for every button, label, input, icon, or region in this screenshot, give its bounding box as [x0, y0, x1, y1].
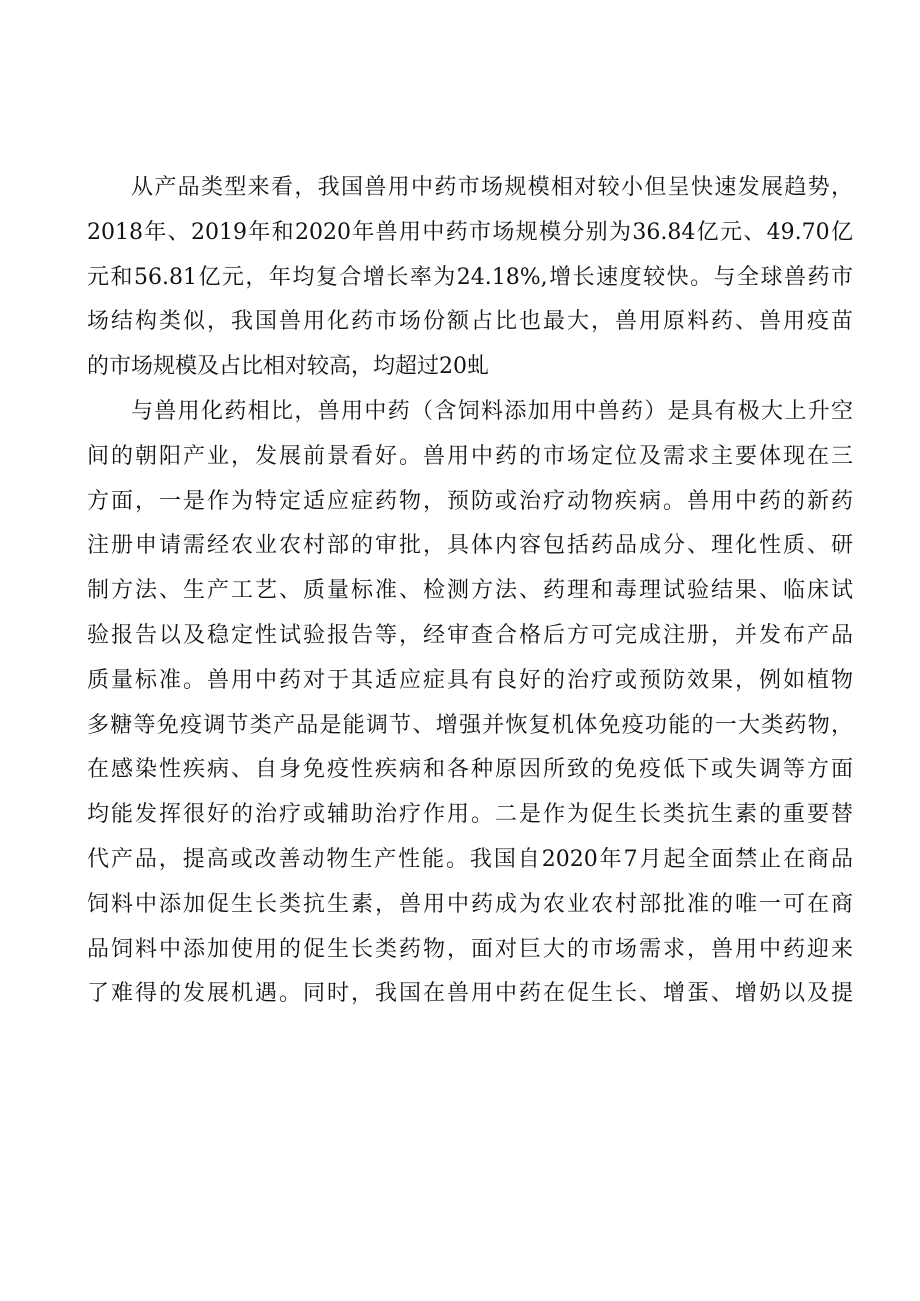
text-line: 品饲料中添加使用的促生长类药物，面对巨大的市场需求，兽用中药迎来	[87, 936, 853, 962]
text-line: 方面，一是作为特定适应症药物，预防或治疗动物疾病。兽用中药的新药	[87, 488, 853, 514]
text-line: 注册申请需经农业农村部的审批，具体内容包括药品成分、理化性质、研	[87, 533, 853, 559]
text-line: 多糖等免疫调节类产品是能调节、增强并恢复机体免疫功能的一大类药物，	[87, 712, 853, 738]
text-line: 均能发挥很好的治疗或辅助治疗作用。二是作为促生长类抗生素的重要替	[87, 802, 853, 828]
document-body	[87, 166, 853, 1062]
text-line: 与兽用化药相比，兽用中药（含饲料添加用中兽药）是具有极大上升空	[131, 398, 853, 424]
text-line: 场结构类似，我国兽用化药市场份额占比也最大，兽用原料药、兽用疫苗	[87, 309, 853, 335]
text-line: 了难得的发展机遇。同时，我国在兽用中药在促生长、增蛋、增奶以及提	[87, 981, 853, 1007]
text-line: 元和56.81亿元，年均复合增长率为24.18%,增长速度较快。与全球兽药市	[87, 264, 853, 290]
text-line	[87, 1017, 853, 1062]
text-line: 质量标准。兽用中药对于其适应症具有良好的治疗或预防效果，例如植物	[87, 667, 853, 693]
text-line: 间的朝阳产业，发展前景看好。兽用中药的市场定位及需求主要体现在三	[87, 443, 853, 469]
text-line: 制方法、生产工艺、质量标准、检测方法、药理和毒理试验结果、临床试	[87, 578, 853, 604]
text-line: 饲料中添加促生长类抗生素，兽用中药成为农业农村部批准的唯一可在商	[87, 891, 853, 917]
text-line: 在感染性疾病、自身免疫性疾病和各种原因所致的免疫低下或失调等方面	[87, 757, 853, 783]
text-line: 验报告以及稳定性试验报告等，经审查合格后方可完成注册，并发布产品	[87, 622, 853, 648]
paragraph-2	[87, 390, 853, 1062]
text-line: 的市场规模及占比相对较高，均超过20虬	[87, 354, 489, 380]
text-line: 2018年、2019年和2020年兽用中药市场规模分别为36.84亿元、49.70亿	[87, 219, 853, 245]
text-line: 代产品，提高或改善动物生产性能。我国自2020年7月起全面禁止在商品	[87, 846, 853, 872]
text-line: 从产品类型来看，我国兽用中药市场规模相对较小但呈快速发展趋势，	[131, 175, 853, 200]
paragraph-1	[87, 166, 853, 390]
